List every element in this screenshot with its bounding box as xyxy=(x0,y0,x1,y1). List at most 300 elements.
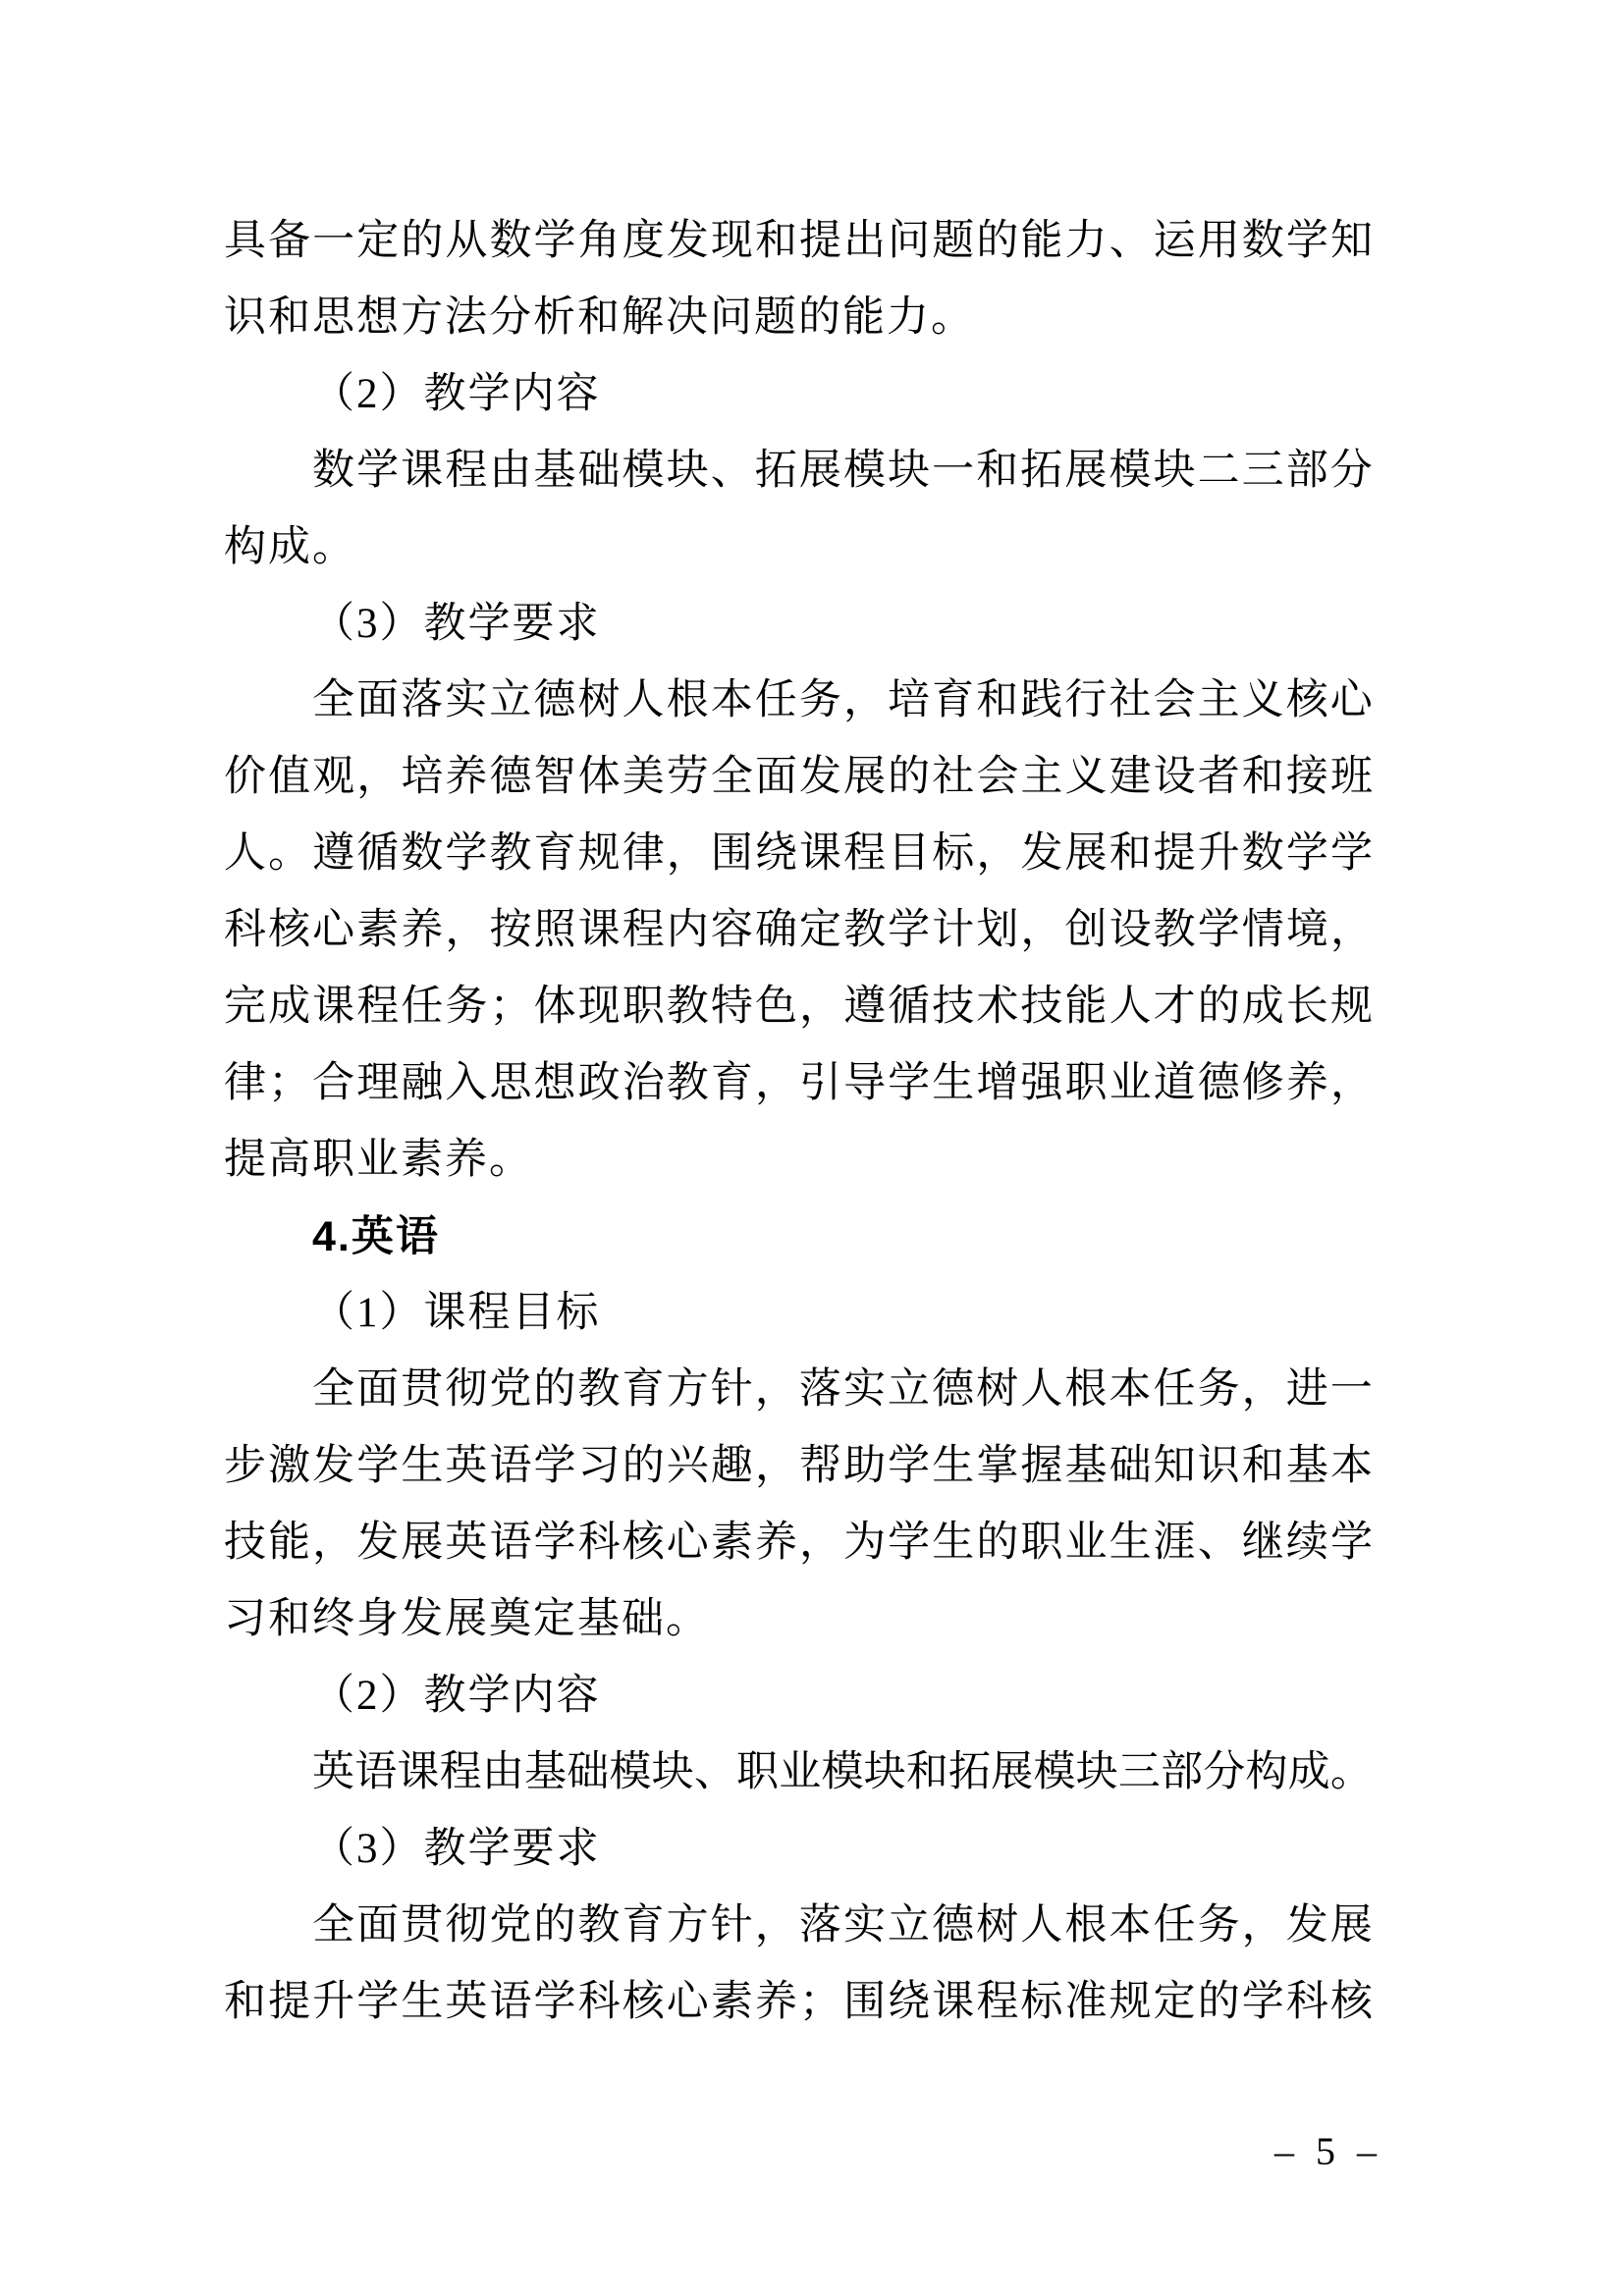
char: 趣 xyxy=(710,1443,753,1489)
char: 语 xyxy=(354,1749,398,1795)
char: 绕 xyxy=(754,830,797,877)
char: 科 xyxy=(577,1520,621,1566)
char: 问 xyxy=(888,218,931,264)
char: 和 xyxy=(905,1749,948,1795)
char: 治 xyxy=(622,1060,665,1106)
char: 确 xyxy=(754,907,797,953)
text-line xyxy=(224,1045,1373,1122)
char: 智 xyxy=(533,754,576,800)
char: 步 xyxy=(224,1443,266,1489)
char: 心 xyxy=(666,1520,709,1566)
char: 全 xyxy=(710,754,753,800)
char: 务 xyxy=(445,984,488,1030)
char: 展 xyxy=(1064,830,1108,877)
text-line: 识和思想方法分析和解决问题的能力。 xyxy=(224,294,975,341)
char: 养 xyxy=(754,1979,797,2025)
char: 学 xyxy=(533,1979,576,2025)
char: 生 xyxy=(401,1443,444,1489)
char: ， xyxy=(754,1060,797,1106)
char: 人 xyxy=(622,677,665,723)
char: 学 xyxy=(356,1979,400,2025)
char: 块 xyxy=(1153,448,1196,494)
char: 拓 xyxy=(754,448,797,494)
char: 贯 xyxy=(401,1902,444,1949)
char: 教 xyxy=(577,1366,621,1413)
char: 树 xyxy=(577,677,621,723)
char: 成 xyxy=(268,984,311,1030)
char: 全 xyxy=(312,1902,354,1949)
char: 落 xyxy=(798,1366,841,1413)
char: 模 xyxy=(842,448,886,494)
char: 社 xyxy=(932,754,975,800)
char: ， xyxy=(754,1366,797,1413)
char: 接 xyxy=(1285,754,1328,800)
char: 体 xyxy=(533,984,576,1030)
char: 分 xyxy=(1329,448,1373,494)
char: 英 xyxy=(445,1520,488,1566)
char: 技 xyxy=(932,984,975,1030)
char: 能 xyxy=(268,1520,311,1566)
text-line: （2）教学内容 xyxy=(312,371,601,417)
char: 学 xyxy=(356,448,400,494)
char: 学 xyxy=(445,830,488,877)
char: 义 xyxy=(1064,754,1108,800)
char: 块 xyxy=(1075,1749,1118,1795)
char: 围 xyxy=(710,830,753,877)
char: ， xyxy=(799,984,842,1030)
char: 从 xyxy=(445,218,488,264)
char: 兴 xyxy=(666,1443,709,1489)
char: 的 xyxy=(976,1520,1019,1566)
char: 面 xyxy=(356,1902,400,1949)
text-line: （1）课程目标 xyxy=(312,1290,601,1336)
char: 识 xyxy=(1197,1443,1240,1489)
char: 模 xyxy=(1109,448,1152,494)
char: 育 xyxy=(622,1902,665,1949)
char: 律 xyxy=(224,1060,266,1106)
char: 的 xyxy=(533,1366,576,1413)
char: 知 xyxy=(1153,1443,1196,1489)
char: 面 xyxy=(754,754,797,800)
char: 人 xyxy=(1109,984,1152,1030)
char: 课 xyxy=(799,830,842,877)
char: 情 xyxy=(1241,907,1284,953)
char: 基 xyxy=(1064,1443,1108,1489)
char: 发 xyxy=(312,1443,355,1489)
char: 模 xyxy=(609,1749,652,1795)
char: 升 xyxy=(312,1979,355,2025)
char: 课 xyxy=(312,984,355,1030)
char: 绕 xyxy=(888,1979,931,2025)
char: 想 xyxy=(533,1060,576,1106)
char: 观 xyxy=(312,754,355,800)
char: 实 xyxy=(842,1902,886,1949)
char: 色 xyxy=(754,984,797,1030)
char: 标 xyxy=(1020,1979,1063,2025)
char: 融 xyxy=(401,1060,444,1106)
char: 立 xyxy=(888,1366,931,1413)
char: 模 xyxy=(622,448,665,494)
char: 心 xyxy=(666,1979,709,2025)
char: 具 xyxy=(224,218,266,264)
char: ， xyxy=(1020,907,1063,953)
char: 三 xyxy=(1241,448,1284,494)
char: 树 xyxy=(976,1366,1019,1413)
char: 、 xyxy=(710,448,753,494)
char: ， xyxy=(666,830,709,877)
char: 育 xyxy=(533,830,576,877)
char: 核 xyxy=(1329,1979,1373,2025)
char: 思 xyxy=(489,1060,532,1106)
text-line xyxy=(224,892,1373,969)
char: 本 xyxy=(1109,1902,1152,1949)
char: 发 xyxy=(1020,830,1063,877)
char: 会 xyxy=(1153,677,1196,723)
char: 容 xyxy=(710,907,753,953)
char: 本 xyxy=(710,677,753,723)
char: 养 xyxy=(754,1520,797,1566)
text-line xyxy=(224,433,1373,509)
char: 由 xyxy=(481,1749,524,1795)
char: 生 xyxy=(401,1979,444,2025)
text-line xyxy=(224,816,1373,892)
char: 课 xyxy=(397,1749,440,1795)
char: 二 xyxy=(1197,448,1240,494)
char: 展 xyxy=(843,754,887,800)
text-line: 提高职业素养。 xyxy=(224,1137,533,1183)
char: 业 xyxy=(779,1749,822,1795)
char: 德 xyxy=(1197,1060,1240,1106)
char: 面 xyxy=(356,1366,400,1413)
char: 角 xyxy=(577,218,621,264)
text-line: （3）教学要求 xyxy=(312,1826,601,1872)
char: 块 xyxy=(888,448,931,494)
char: 教 xyxy=(843,907,887,953)
char: 完 xyxy=(224,984,266,1030)
char: 学 xyxy=(888,1443,931,1489)
char: 心 xyxy=(1329,677,1373,723)
char: 主 xyxy=(1020,754,1063,800)
char: 成 xyxy=(1241,984,1284,1030)
char: 增 xyxy=(976,1060,1019,1106)
char: 人 xyxy=(1020,1902,1063,1949)
char: 数 xyxy=(1241,218,1284,264)
char: 职 xyxy=(622,984,665,1030)
char: 本 xyxy=(1109,1366,1152,1413)
char: ； xyxy=(268,1060,311,1106)
text-line xyxy=(224,1735,1373,1811)
char: 学 xyxy=(888,907,931,953)
char: 业 xyxy=(1064,1520,1108,1566)
char: 设 xyxy=(1153,754,1196,800)
char: 为 xyxy=(843,1520,887,1566)
char: 任 xyxy=(754,677,797,723)
char: 语 xyxy=(489,1520,532,1566)
char: 树 xyxy=(976,1902,1019,1949)
char: 养 xyxy=(401,907,444,953)
char: 和 xyxy=(1241,1443,1284,1489)
char: 的 xyxy=(533,1902,576,1949)
char: ， xyxy=(976,830,1019,877)
char: 定 xyxy=(356,218,400,264)
char: 遵 xyxy=(843,984,887,1030)
char: 部 xyxy=(1285,448,1328,494)
char: 循 xyxy=(888,984,931,1030)
char: 落 xyxy=(401,677,444,723)
char: 劳 xyxy=(666,754,709,800)
char: 提 xyxy=(1153,830,1196,877)
char: 基 xyxy=(524,1749,568,1795)
char: 任 xyxy=(401,984,444,1030)
char: 、 xyxy=(693,1749,736,1795)
text-line xyxy=(224,969,1373,1045)
char: ， xyxy=(356,754,400,800)
char: 规 xyxy=(1329,984,1373,1030)
char: 针 xyxy=(710,1366,753,1413)
char: 立 xyxy=(888,1902,931,1949)
char: 划 xyxy=(976,907,1019,953)
char: 程 xyxy=(356,984,400,1030)
char: 学 xyxy=(533,1520,576,1566)
char: 课 xyxy=(932,1979,975,2025)
char: 立 xyxy=(489,677,532,723)
char: 的 xyxy=(976,218,1019,264)
char: 学 xyxy=(1285,830,1328,877)
char: 素 xyxy=(356,907,400,953)
char: 助 xyxy=(843,1443,887,1489)
char: 才 xyxy=(1153,984,1196,1030)
char: 模 xyxy=(1033,1749,1076,1795)
char: 学 xyxy=(356,1443,400,1489)
char: 落 xyxy=(798,1902,841,1949)
char: 德 xyxy=(932,1902,975,1949)
char: 者 xyxy=(1197,754,1240,800)
char: 。 xyxy=(268,830,311,877)
char: 强 xyxy=(1020,1060,1063,1106)
char: 育 xyxy=(710,1060,753,1106)
char: 基 xyxy=(533,448,576,494)
char: 全 xyxy=(312,677,354,723)
char: 科 xyxy=(224,907,266,953)
char: 一 xyxy=(312,218,355,264)
char: 学 xyxy=(1329,830,1373,877)
text-line xyxy=(224,663,1373,739)
char: 计 xyxy=(932,907,975,953)
char: 展 xyxy=(991,1749,1034,1795)
char: 导 xyxy=(843,1060,887,1106)
char: 拓 xyxy=(1020,448,1063,494)
text-line xyxy=(224,1964,1373,2041)
char: 党 xyxy=(489,1366,532,1413)
char: 数 xyxy=(312,448,354,494)
char: 行 xyxy=(1064,677,1108,723)
char: 社 xyxy=(1109,677,1152,723)
char: 体 xyxy=(577,754,621,800)
char: ， xyxy=(445,907,488,953)
char: 展 xyxy=(401,1520,444,1566)
char: 出 xyxy=(843,218,887,264)
char: 彻 xyxy=(445,1366,488,1413)
char: 现 xyxy=(710,218,753,264)
char: 技 xyxy=(1020,984,1063,1030)
char: 数 xyxy=(401,830,444,877)
char: 由 xyxy=(489,448,532,494)
char: 程 xyxy=(445,448,488,494)
char: 、 xyxy=(1197,1520,1240,1566)
char: 面 xyxy=(356,677,400,723)
char: ； xyxy=(489,984,532,1030)
char: 务 xyxy=(1197,1902,1240,1949)
char: 生 xyxy=(932,1520,975,1566)
char: 针 xyxy=(710,1902,753,1949)
char: 块 xyxy=(863,1749,906,1795)
char: 职 xyxy=(1020,1520,1063,1566)
text-line xyxy=(224,1352,1373,1428)
char: 数 xyxy=(489,218,532,264)
text-line: 4.英语 xyxy=(312,1213,440,1260)
char: 素 xyxy=(710,1979,753,2025)
text-line xyxy=(224,1428,1373,1505)
char: 合 xyxy=(312,1060,355,1106)
char: 块 xyxy=(666,448,709,494)
char: 块 xyxy=(651,1749,694,1795)
char: 党 xyxy=(489,1902,532,1949)
char: 英 xyxy=(445,1979,488,2025)
char: 心 xyxy=(312,907,355,953)
char: 构 xyxy=(1245,1749,1288,1795)
char: 教 xyxy=(666,984,709,1030)
char: 建 xyxy=(1109,754,1152,800)
text-line xyxy=(224,1888,1373,1964)
char: 的 xyxy=(1197,984,1240,1030)
char: 发 xyxy=(799,754,842,800)
char: 题 xyxy=(932,218,975,264)
char: 养 xyxy=(445,754,488,800)
char: 学 xyxy=(1241,1979,1284,2025)
char: 和 xyxy=(976,677,1019,723)
char: 升 xyxy=(1197,830,1240,877)
char: 基 xyxy=(1285,1443,1328,1489)
char: 能 xyxy=(1020,218,1063,264)
char: 政 xyxy=(577,1060,621,1106)
char: 准 xyxy=(1064,1979,1108,2025)
char: 和 xyxy=(1109,830,1152,877)
char: 发 xyxy=(356,1520,400,1566)
char: ， xyxy=(1329,907,1373,953)
char: 引 xyxy=(799,1060,842,1106)
char: 入 xyxy=(445,1060,488,1106)
page-number: – 5 – xyxy=(1274,2129,1379,2173)
char: 培 xyxy=(888,677,931,723)
char: 习 xyxy=(577,1443,621,1489)
char: 生 xyxy=(932,1443,975,1489)
char: 程 xyxy=(622,907,665,953)
char: 内 xyxy=(666,907,709,953)
char: 和 xyxy=(976,448,1019,494)
char: 运 xyxy=(1153,218,1196,264)
char: 人 xyxy=(1020,1366,1063,1413)
char: 学 xyxy=(888,1060,931,1106)
char: 数 xyxy=(1241,830,1284,877)
char: 英 xyxy=(445,1443,488,1489)
char: 础 xyxy=(1109,1443,1152,1489)
char: 进 xyxy=(1285,1366,1328,1413)
char: 的 xyxy=(622,1443,665,1489)
char: 展 xyxy=(1329,1902,1373,1949)
char: 标 xyxy=(932,830,975,877)
char: 德 xyxy=(533,677,576,723)
char: 务 xyxy=(798,677,841,723)
char: 贯 xyxy=(401,1366,444,1413)
char: ， xyxy=(754,1443,797,1489)
text-block xyxy=(224,203,1373,2041)
char: 提 xyxy=(799,218,842,264)
char: 围 xyxy=(843,1979,887,2025)
char: 学 xyxy=(533,1443,576,1489)
char: 道 xyxy=(1153,1060,1196,1106)
char: 程 xyxy=(976,1979,1019,2025)
char: 用 xyxy=(1197,218,1240,264)
char: 根 xyxy=(1064,1902,1108,1949)
char: 发 xyxy=(666,218,709,264)
char: 核 xyxy=(1285,677,1328,723)
char: 教 xyxy=(577,1902,621,1949)
char: 的 xyxy=(1197,1979,1240,2025)
char: 定 xyxy=(799,907,842,953)
char: 值 xyxy=(268,754,311,800)
char: 三 xyxy=(1117,1749,1161,1795)
char: ， xyxy=(312,1520,355,1566)
char: 教 xyxy=(666,1060,709,1106)
char: 规 xyxy=(577,830,621,877)
char: 定 xyxy=(1153,1979,1196,2025)
char: 特 xyxy=(710,984,753,1030)
char: 和 xyxy=(1241,754,1284,800)
char: 础 xyxy=(577,448,621,494)
char: 素 xyxy=(710,1520,753,1566)
text-line xyxy=(224,1505,1373,1581)
char: 教 xyxy=(489,830,532,877)
char: ， xyxy=(1241,1366,1284,1413)
char: 彻 xyxy=(445,1902,488,1949)
char: 律 xyxy=(622,830,665,877)
char: 教 xyxy=(1153,907,1196,953)
char: 学 xyxy=(1329,1520,1373,1566)
char: 握 xyxy=(1020,1443,1063,1489)
char: 续 xyxy=(1285,1520,1328,1566)
char: 模 xyxy=(821,1749,864,1795)
char: 础 xyxy=(567,1749,610,1795)
char: 语 xyxy=(489,1979,532,2025)
char: 成 xyxy=(1287,1749,1330,1795)
char: 核 xyxy=(622,1520,665,1566)
char: ， xyxy=(1241,1902,1284,1949)
char: 会 xyxy=(976,754,1019,800)
char: 发 xyxy=(1285,1902,1328,1949)
text-line: （2）教学内容 xyxy=(312,1673,601,1719)
char: 技 xyxy=(224,1520,266,1566)
char: 德 xyxy=(932,1366,975,1413)
char: 根 xyxy=(666,677,709,723)
char: 生 xyxy=(1109,1520,1152,1566)
char: 备 xyxy=(268,218,311,264)
char: 方 xyxy=(666,1366,709,1413)
char: 、 xyxy=(1109,218,1152,264)
char: 学 xyxy=(1285,218,1328,264)
char: 美 xyxy=(622,754,665,800)
char: 创 xyxy=(1064,907,1108,953)
char: 现 xyxy=(577,984,621,1030)
